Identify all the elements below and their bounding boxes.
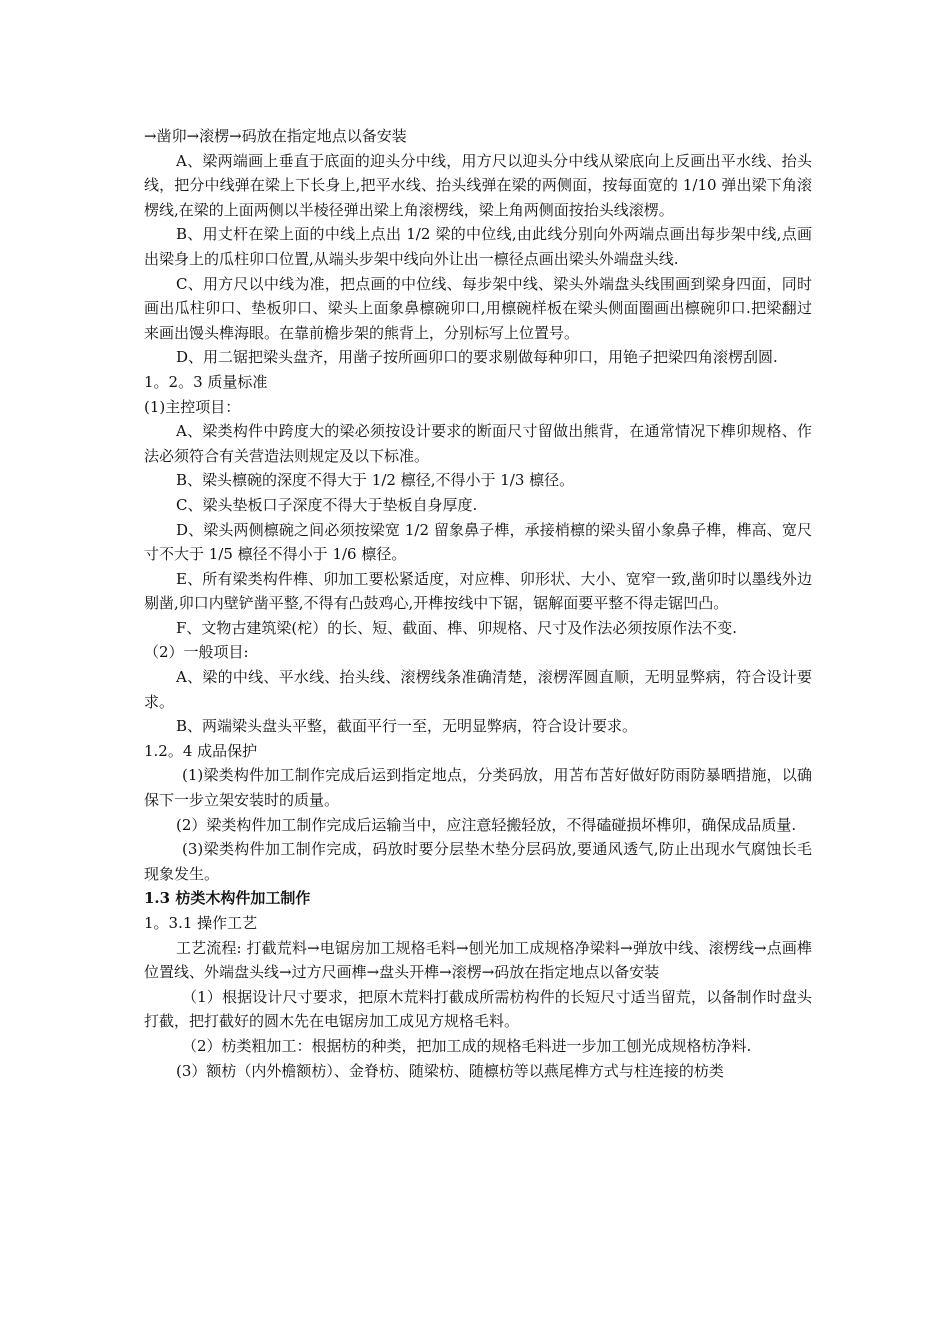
paragraph: (3)梁类构件加工制作完成，码放时要分层垫木垫分层码放,要通风透气,防止出现水气腐蚀长毛现象发生。 [144, 840, 812, 883]
paragraph: (3）额枋（内外檐额枋）、金脊枋、随梁枋、随檩枋等以燕尾榫方式与柱连接的枋类 [176, 1061, 724, 1080]
paragraph: (1)梁类构件加工制作完成后运到指定地点，分类码放，用苫布苫好做好防雨防暴晒措施，以确保下一步立架安装时的质量。 [144, 766, 812, 810]
paragraph: B、用丈杆在梁上面的中线上点出 1/2 梁的中位线,由此线分别向外两端点画出每步架中线,点画出梁身上的瓜柱卯口位置,从端头步架中线向外让出一檩径点画出梁头外端盘头线. [144, 225, 812, 268]
document-page [144, 124, 812, 1083]
paragraph: F、文物古建筑梁(柁）的长、短、截面、榫、卯规格、尺寸及作法必须按原作法不变. [176, 618, 738, 637]
paragraph: A、梁类构件中跨度大的梁必须按设计要求的断面尺寸留做出熊背，在通常情况下榫卯规格、作法必须符合有关营造法则规定及以下标准。 [144, 422, 812, 465]
paragraph: A、梁两端画上垂直于底面的迎头分中线，用方尺以迎头分中线从梁底向上反画出平水线、抬头线，把分中线弹在梁上下长身上,把平水线、抬头线弹在梁的两侧面，按每面宽的 1/10 弹出梁下角滚楞线,在梁的上面两侧以半棱径弹出梁上角滚楞线，梁上角两侧面按抬头线滚楞。 [144, 151, 812, 219]
paragraph: B、两端梁头盘头平整，截面平行一至，无明显弊病，符合设计要求。 [176, 717, 638, 736]
paragraph: E、所有梁类构件榫、卯加工要松紧适度，对应榫、卯形状、大小、宽窄一致,凿卯时以墨线外边剔凿,卯口内壁铲凿平整,不得有凸鼓鸡心,开榫按线中下锯，锯解面要平整不得走锯凹凸。 [144, 569, 812, 613]
paragraph: 工艺流程: 打截荒料→电锯房加工规格毛料→刨光加工成规格净梁料→弹放中线、滚楞线→点画榫位置线、外端盘头线→过方尺画榫→盘头开榫→滚楞→码放在指定地点以备安装 [144, 938, 812, 982]
paragraph: B、梁头檩碗的深度不得大于 1/2 檩径,不得小于 1/3 檩径。 [176, 471, 575, 490]
paragraph: →凿卯→滚楞→码放在指定地点以备安装 [144, 127, 407, 145]
subsection-heading: （2）一般项目: [144, 643, 249, 662]
paragraph: C、用方尺以中线为准，把点画的中位线、每步架中线、梁头外端盘头线围画到梁身四面，同时画出瓜柱卯口、垫板卯口、梁头上面象鼻檩碗卯口,用檩碗样板在梁头侧面圈画出檩碗卯口.把梁翻过来画出馒头榫海眼。在靠前檐步架的熊背上，分别标写上位置号。 [144, 274, 812, 342]
chapter-heading: 1.3 枋类木构件加工制作 [144, 889, 311, 908]
subsection-heading: (1)主控项目： [144, 397, 241, 416]
paragraph: （2）枋类粗加工：根据枋的种类，把加工成的规格毛料进一步加工刨光成规格枋净料. [182, 1036, 752, 1055]
paragraph: （1）根据设计尺寸要求，把原木荒料打截成所需枋构件的长短尺寸适当留荒，以备制作时盘头打截，把打截好的圆木先在电锯房加工成见方规格毛料。 [144, 987, 812, 1031]
paragraph: (2）梁类构件加工制作完成后运输当中，应注意轻搬轻放，不得磕碰损坏榫卯，确保成品质量. [176, 815, 797, 834]
section-heading: 1.2。4 成品保护 [144, 741, 258, 760]
paragraph: C、梁头垫板口子深度不得大于垫板自身厚度. [176, 495, 478, 514]
paragraph: D、梁头两侧檩碗之间必须按梁宽 1/2 留象鼻子榫，承接梢檩的梁头留小象鼻子榫，榫高、宽尺寸不大于 1/5 檩径不得小于 1/6 檩径。 [144, 520, 812, 564]
paragraph: D、用二锯把梁头盘齐，用凿子按所画卯口的要求剔做每种卯口，用铯子把梁四角滚楞刮圆. [176, 348, 778, 367]
section-heading: 1。2。3 质量标准 [144, 372, 268, 391]
paragraph: A、梁的中线、平水线、抬头线、滚楞线条准确清楚，滚楞浑圆直顺，无明显弊病，符合设计要求。 [144, 668, 812, 711]
section-heading: 1。3.1 操作工艺 [144, 914, 258, 932]
